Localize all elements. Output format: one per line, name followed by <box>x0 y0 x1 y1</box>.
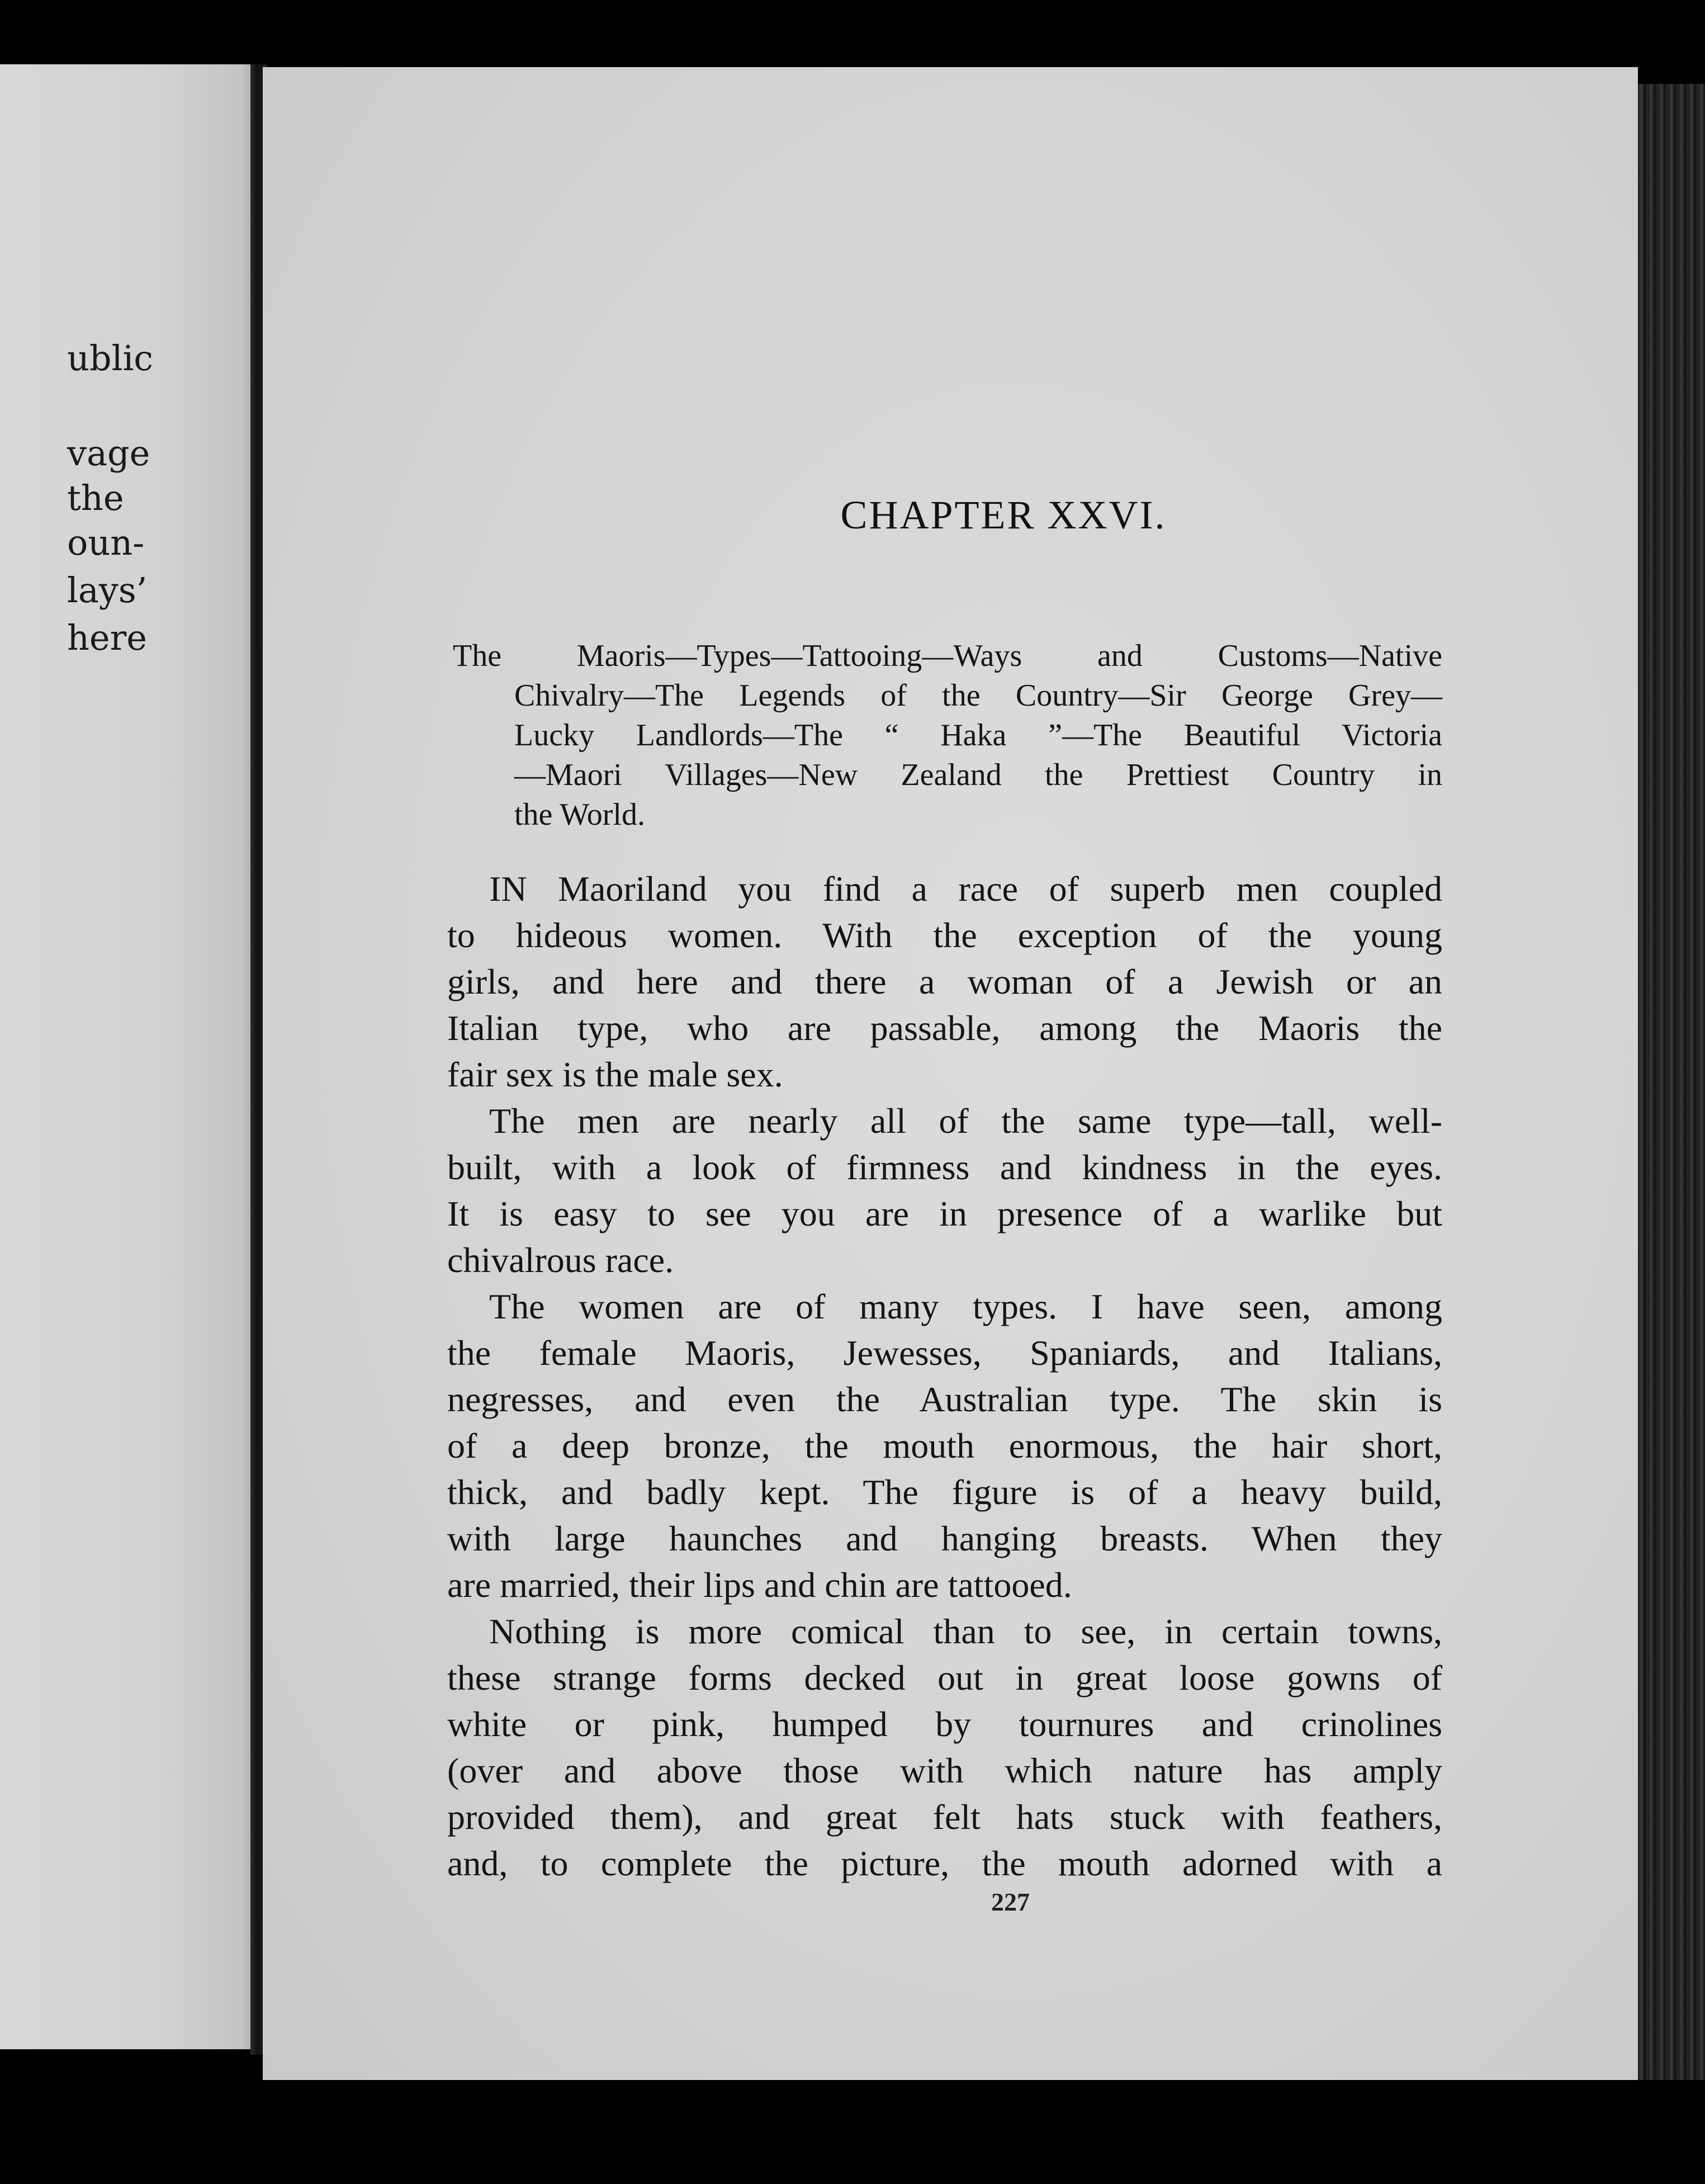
previous-page-fragment: the <box>67 478 124 518</box>
body-line: Italian type, who are passable, among the Maoris the <box>447 1008 1442 1048</box>
body-line: Nothing is more comical than to see, in certain towns, <box>489 1611 1442 1651</box>
body-line: white or pink, humped by tournures and crinolines <box>447 1704 1442 1744</box>
body-line: these strange forms decked out in great loose gowns of <box>447 1658 1442 1698</box>
chapter-title: CHAPTER XXVI. <box>840 493 1167 537</box>
body-line: thick, and badly kept. The figure is of a heavy build, <box>447 1472 1442 1512</box>
body-line: negresses, and even the Australian type. The skin is <box>447 1379 1442 1419</box>
summary-line: The Maoris—Types—Tattooing—Ways and Customs—Native <box>453 639 1442 673</box>
body-line: chivalrous race. <box>447 1240 674 1280</box>
body-line: to hideous women. With the exception of the young <box>447 915 1442 955</box>
summary-line: Chivalry—The Legends of the Country—Sir George Grey— <box>514 678 1442 713</box>
summary-line: Lucky Landlords—The “ Haka ”—The Beautiful Victoria <box>514 718 1442 753</box>
body-line: provided them), and great felt hats stuck with feathers, <box>447 1797 1442 1837</box>
page-edges <box>1638 84 1705 2080</box>
body-line: The women are of many types. I have seen, among <box>489 1287 1442 1326</box>
current-page <box>263 67 1638 2080</box>
body-line: girls, and here and there a woman of a Jewish or an <box>447 962 1442 1001</box>
previous-page-fragment: oun- <box>67 522 145 563</box>
body-line: fair sex is the male sex. <box>447 1055 783 1094</box>
body-line: The men are nearly all of the same type—tall, well- <box>489 1101 1442 1141</box>
body-line: (over and above those with which nature has amply <box>447 1751 1442 1790</box>
body-line: are married, their lips and chin are tattooed. <box>447 1565 1072 1605</box>
previous-page-fragment: vage <box>67 433 150 474</box>
previous-page-fragment: here <box>67 617 147 658</box>
chapter-summary <box>453 636 1442 835</box>
body-line: the female Maoris, Jewesses, Spaniards, and Italians, <box>447 1333 1442 1373</box>
body-text <box>447 866 1442 1887</box>
body-line: and, to complete the picture, the mouth adorned with a <box>447 1843 1442 1883</box>
page-number: 227 <box>991 1888 1030 1916</box>
body-line: of a deep bronze, the mouth enormous, the hair short, <box>447 1426 1442 1466</box>
summary-line: —Maori Villages—New Zealand the Prettiest Country in <box>514 758 1442 792</box>
previous-page-fragment: lays’ <box>67 570 148 611</box>
body-line: built, with a look of firmness and kindness in the eyes. <box>447 1147 1442 1187</box>
summary-line: the World. <box>514 797 645 832</box>
body-line: It is easy to see you are in presence of a warlike but <box>447 1194 1442 1233</box>
previous-page <box>0 64 263 2049</box>
body-line: with large haunches and hanging breasts. When they <box>447 1519 1442 1558</box>
body-line: IN Maoriland you find a race of superb men coupled <box>489 869 1442 909</box>
previous-page-fragment: ublic <box>67 338 154 379</box>
